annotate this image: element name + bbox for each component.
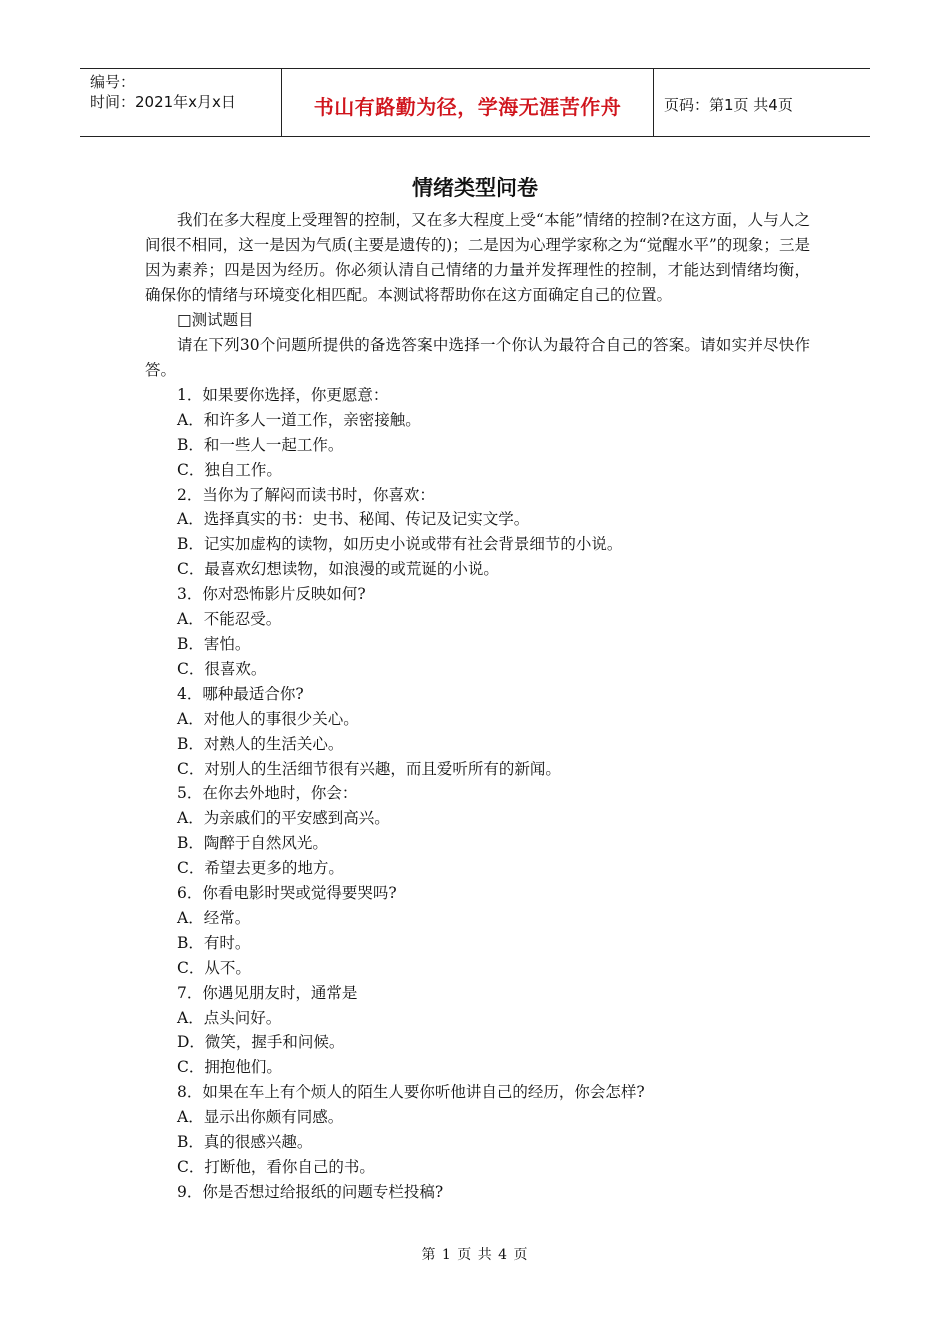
answer-option: B．记实加虚构的读物，如历史小说或带有社会背景细节的小说。: [177, 535, 623, 554]
question-item: 4．哪种最适合你?: [177, 684, 304, 703]
answer-option: A．为亲戚们的平安感到高兴。: [177, 809, 390, 828]
answer-option: B．真的很感兴趣。: [177, 1133, 313, 1152]
answer-option: A．不能忍受。: [177, 610, 282, 629]
answer-option: A．显示出你颇有同感。: [177, 1108, 344, 1127]
answer-option: A．点头问好。: [177, 1008, 282, 1027]
question-item: 6．你看电影时哭或觉得要哭吗?: [177, 884, 397, 903]
document-header: [80, 68, 870, 137]
instruction-paragraph: 请在下列30个问题所提供的备选答案中选择一个你认为最符合自己的答案。请如实并尽快作答。: [145, 335, 810, 379]
answer-option: C．希望去更多的地方。: [177, 859, 344, 878]
document-body: [145, 208, 810, 1205]
answer-option: C．从不。: [177, 958, 251, 977]
answer-option: A．选择真实的书：史书、秘闻、传记及记实文学。: [177, 510, 530, 529]
question-item: 5．在你去外地时，你会：: [177, 784, 358, 803]
answer-option: B．陶醉于自然风光。: [177, 834, 328, 853]
header-page-info: 页码：第1页 共4页: [664, 96, 793, 114]
answer-option: C．打断他，看你自己的书。: [177, 1158, 375, 1176]
answer-option: A．对他人的事很少关心。: [177, 709, 359, 728]
question-list: [145, 383, 810, 1205]
question-item: 9．你是否想过给报纸的问题专栏投稿?: [177, 1182, 444, 1201]
question-item: 7．你遇见朋友时，通常是: [177, 983, 358, 1002]
answer-option: A．和许多人一道工作，亲密接触。: [177, 410, 421, 429]
answer-option: B．害怕。: [177, 634, 251, 653]
header-page-cell: [654, 69, 870, 136]
time-label: 时间：2021年x月x日: [90, 93, 236, 111]
document-title: 情绪类型问卷: [412, 176, 538, 200]
question-item: 8．如果在车上有个烦人的陌生人要你听他讲自己的经历，你会怎样?: [177, 1083, 645, 1102]
page-footer: 第 1 页 共 4 页: [421, 1247, 529, 1263]
number-label: 编号：: [90, 73, 136, 91]
answer-option: B．有时。: [177, 933, 251, 952]
question-item: 3．你对恐怖影片反映如何?: [177, 585, 366, 604]
answer-option: B．和一些人一起工作。: [177, 435, 344, 454]
header-motto: 书山有路勤为径，学海无涯苦作舟: [313, 95, 622, 119]
header-motto-cell: [282, 69, 654, 136]
section-heading: □测试题目: [177, 311, 254, 329]
intro-paragraph: 我们在多大程度上受理智的控制，又在多大程度上受“本能”情绪的控制?在这方面，人与人之间很不相同，这一是因为气质(主要是遗传的)；二是因为心理学家称之为“觉醒水平”的现象；三是因为素养；四是因为经历。你必须认清自己情绪的力量并发挥理性的控制，才能达到情绪均衡，确保你的情绪与环境变化相匹配。本测试将帮助你在这方面确定自己的位置。: [145, 211, 810, 304]
question-item: 2．当你为了解闷而读书时，你喜欢：: [177, 485, 435, 504]
answer-option: C．拥抱他们。: [177, 1058, 282, 1077]
answer-option: C．最喜欢幻想读物，如浪漫的或荒诞的小说。: [177, 560, 499, 579]
answer-option: C．很喜欢。: [177, 659, 267, 678]
answer-option: A．经常。: [177, 908, 251, 927]
question-item: 1．如果要你选择，你更愿意：: [177, 385, 389, 404]
answer-option: C．对别人的生活细节很有兴趣，而且爱听所有的新闻。: [177, 759, 561, 778]
answer-option: B．对熟人的生活关心。: [177, 734, 344, 753]
answer-option: C．独自工作。: [177, 460, 282, 479]
answer-option: D．微笑，握手和问候。: [177, 1033, 345, 1052]
header-meta-cell: [80, 69, 282, 136]
